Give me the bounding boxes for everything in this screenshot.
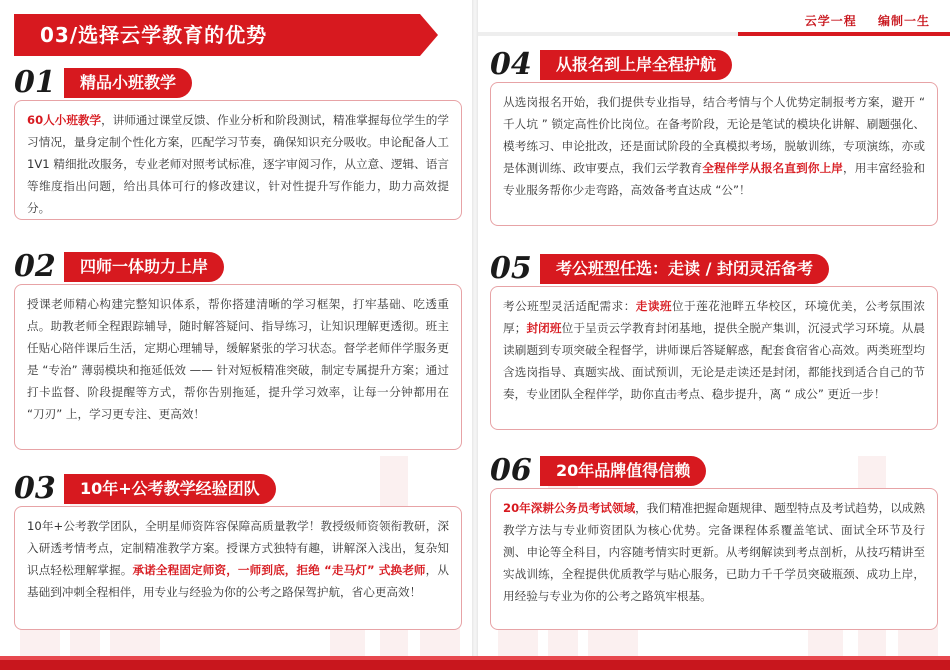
body-text: 10年+公考教学团队，全明星师资阵容保障高质量教学！教授级师资领衔教研，深入研透考情考点，定制精准教学方案。授课方式独特有趣，讲解深入浅出，复杂知识点轻松理解掌握。 [27,519,449,577]
section-title: 10年+公考教学经验团队 [64,474,276,504]
highlight-text: 全程伴学从报名直到你上岸 [702,161,844,175]
section-number: 04 [490,47,532,82]
slogan [805,12,930,29]
page-fold [472,0,478,670]
section-01-body [14,100,462,220]
body-text: 授课老师精心构建完整知识体系，帮你搭建清晰的学习框架，打牢基础、吃透重点。助教老师全程跟踪辅导，随时解答疑问、指导练习，让知识理解更透彻。班主任贴心陪伴课后生活，定期心理辅导，缓解紧张的学习状态。督学老师伴学服务更是 “专治” 薄弱模块和拖延低效 —— 针对短板精准突破，制定专属提升方案；通过打卡监督、阶段提醒等方式，帮你告别拖延，提升学习效率，让每一分钟都用在 “刀刃” 上，学习更专注、更高效！ [27,297,449,421]
highlight-text: 20年深耕公务员考试领域 [503,501,636,515]
section-number: 01 [14,65,56,100]
highlight-text: 60人小班教学 [27,113,102,127]
body-text: ，我们精准把握命题规律、题型特点及考试趋势，以成熟教学方法与专业师资团队为核心优势。完备课程体系覆盖笔试、面试全环节及行测、申论等全科目，内容随考情实时更新。从考纲解读到考点剖析，从技巧精讲至实战训练，全程提供优质教学与贴心服务，已助力千千学员突破瓶颈、成功上岸，用经验与专业为你的公考之路筑牢根基。 [503,501,925,603]
body-text: ，从基础到冲刺全程相伴，用专业与经验为你的公考之路保驾护航，省心更高效！ [27,563,449,599]
section-02-body [14,284,462,450]
section-number: 02 [14,249,56,284]
highlight-text: 封闭班 [526,321,562,335]
body-text: ，用丰富经验和专业服务帮你少走弯路，高效备考直达成 “公”！ [503,161,925,197]
section-05-body [490,286,938,430]
section-04-body [490,82,938,226]
section-06-body [490,488,938,630]
page-title: 03/选择云学教育的优势 [14,14,420,56]
section-title: 从报名到上岸全程护航 [540,50,732,80]
body-text: 位于呈贡云学教育封闭基地，提供全脱产集训，沉浸式学习环境。从晨读刷题到专项突破全程督学，讲师课后答疑解惑，配套食宿省心高效。两类班型均含选岗指导、真题实战、面试预训，无论是走读还是封闭，都能找到适合自己的节奏，专业团队全程伴学，助你直击考点、稳步提升，离 “ 成公” 更近一步！ [503,321,925,401]
header-rule [478,32,950,36]
slogan-part-2: 编制一生 [877,14,930,28]
section-title: 20年品牌值得信赖 [540,456,706,486]
section-title: 精品小班教学 [64,68,192,98]
slogan-part-1: 云学一程 [804,14,857,28]
bottom-band [0,656,950,670]
body-text: ，讲师通过课堂反馈、作业分析和阶段测试，精准掌握每位学生的学习情况，量身定制个性化方案，匹配学习节奏，确保知识充分吸收。申论配备人工 1V1 精细批改服务，专业老师对照考试标准，逐字审阅习作，从立意、逻辑、语言等维度指出问题，给出具体可行的修改建议，针对性提升写作能力，助力高效提分。 [27,113,449,215]
section-number: 06 [490,453,532,488]
section-title: 考公班型任选：走读 / 封闭灵活备考 [540,254,829,284]
section-number: 03 [14,471,56,506]
body-text: 从选岗报名开始，我们提供专业指导，结合考情与个人优势定制报考方案，避开 “ 千人坑 ” 锁定高性价比岗位。在备考阶段，无论是笔试的模块化讲解、刷题强化、模考练习、申论批改，还是面试阶段的全真模拟考场，脱敏训练，专项演练，亦或是体测训练、政审要点，我们云学教育 [503,95,925,175]
highlight-text: 走读班 [635,299,672,313]
highlight-text: 承诺全程固定师资，一师到底，拒绝 “走马灯” 式换老师 [132,563,426,577]
section-title: 四师一体助力上岸 [64,252,224,282]
body-text: 位于莲花池畔五华校区，环境优美，公考氛围浓厚； [503,299,925,335]
section-03-body [14,506,462,630]
section-number: 05 [490,251,532,286]
body-text: 考公班型灵活适配需求： [503,299,636,313]
